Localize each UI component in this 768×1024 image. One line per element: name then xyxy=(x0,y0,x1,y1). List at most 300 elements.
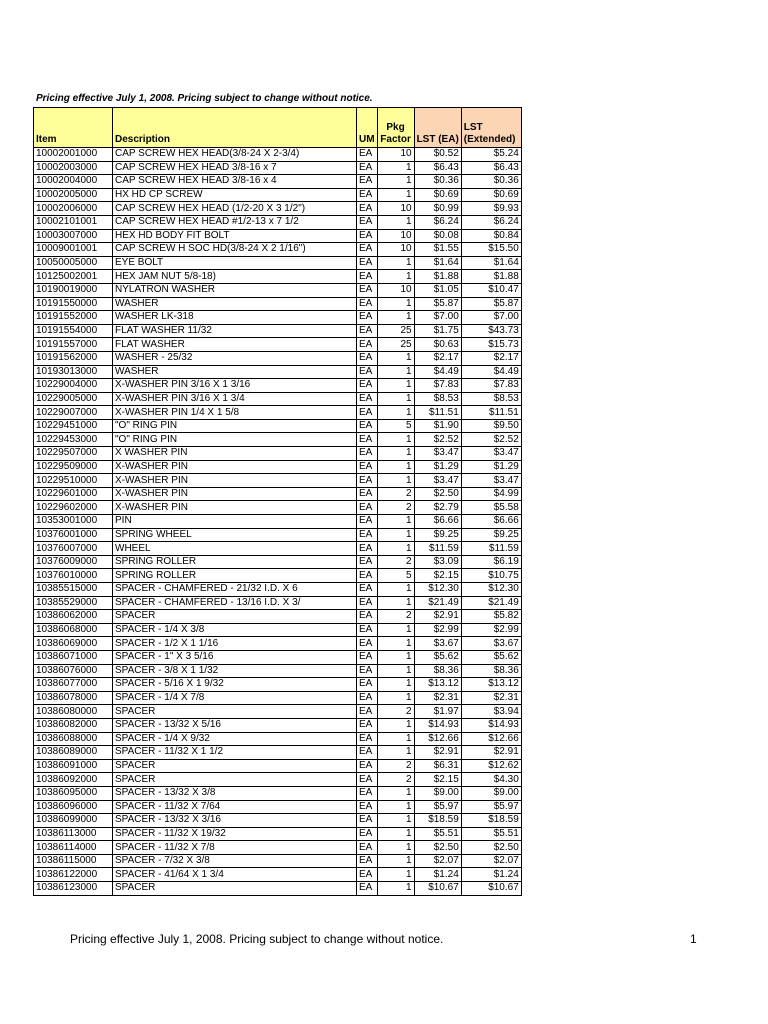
um-cell: EA xyxy=(357,297,378,311)
table-row xyxy=(34,447,522,461)
pkg-factor-cell: 1 xyxy=(377,868,414,882)
pkg-factor-cell: 1 xyxy=(377,460,414,474)
table-row xyxy=(34,379,522,393)
item-number-cell: 10002101001 xyxy=(34,215,113,229)
item-number-cell: 10386092000 xyxy=(34,773,113,787)
table-row xyxy=(34,691,522,705)
pkg-factor-cell: 1 xyxy=(377,297,414,311)
table-row xyxy=(34,311,522,325)
lst-each-cell: $0.63 xyxy=(414,338,461,352)
lst-each-cell: $5.51 xyxy=(414,827,461,841)
item-number-cell: 10386089000 xyxy=(34,746,113,760)
pkg-factor-cell: 10 xyxy=(377,283,414,297)
item-number-cell: 10386123000 xyxy=(34,882,113,896)
pkg-factor-cell: 1 xyxy=(377,365,414,379)
um-cell: EA xyxy=(357,447,378,461)
um-cell: EA xyxy=(357,555,378,569)
um-cell: EA xyxy=(357,623,378,637)
pkg-factor-cell: 10 xyxy=(377,148,414,162)
item-number-cell: 10229510000 xyxy=(34,474,113,488)
pkg-factor-cell: 5 xyxy=(377,569,414,583)
item-number-cell: 10193013000 xyxy=(34,365,113,379)
lst-extended-cell: $1.64 xyxy=(461,256,521,270)
pkg-factor-cell: 2 xyxy=(377,705,414,719)
pkg-factor-cell: 1 xyxy=(377,678,414,692)
um-cell: EA xyxy=(357,379,378,393)
item-number-cell: 10191552000 xyxy=(34,311,113,325)
table-header-row xyxy=(34,108,522,148)
lst-each-cell: $2.17 xyxy=(414,351,461,365)
lst-extended-cell: $3.94 xyxy=(461,705,521,719)
pkg-factor-cell: 1 xyxy=(377,841,414,855)
lst-extended-cell: $9.25 xyxy=(461,528,521,542)
item-number-cell: 10229007000 xyxy=(34,406,113,420)
pkg-factor-cell: 25 xyxy=(377,338,414,352)
pkg-factor-cell: 1 xyxy=(377,623,414,637)
description-cell: SPACER - 1" X 3 5/16 xyxy=(113,650,357,664)
um-cell: EA xyxy=(357,148,378,162)
lst-extended-cell: $0.84 xyxy=(461,229,521,243)
um-cell: EA xyxy=(357,691,378,705)
um-cell: EA xyxy=(357,324,378,338)
description-cell: SPACER - 1/2 X 1 1/16 xyxy=(113,637,357,651)
table-row xyxy=(34,786,522,800)
item-number-cell: 10050005000 xyxy=(34,256,113,270)
pkg-factor-cell: 1 xyxy=(377,827,414,841)
lst-each-cell: $6.31 xyxy=(414,759,461,773)
um-cell: EA xyxy=(357,351,378,365)
table-row xyxy=(34,229,522,243)
lst-extended-cell: $5.62 xyxy=(461,650,521,664)
description-cell: SPACER - 1/4 X 3/8 xyxy=(113,623,357,637)
lst-extended-cell: $9.93 xyxy=(461,202,521,216)
column-header-um: UM xyxy=(357,108,378,148)
lst-each-cell: $7.00 xyxy=(414,311,461,325)
lst-each-cell: $2.79 xyxy=(414,501,461,515)
pkg-factor-cell: 1 xyxy=(377,175,414,189)
item-number-cell: 10386088000 xyxy=(34,732,113,746)
lst-extended-cell: $13.12 xyxy=(461,678,521,692)
description-cell: SPACER - 13/32 X 3/16 xyxy=(113,814,357,828)
item-number-cell: 10386099000 xyxy=(34,814,113,828)
item-number-cell: 10229004000 xyxy=(34,379,113,393)
um-cell: EA xyxy=(357,215,378,229)
item-number-cell: 10386113000 xyxy=(34,827,113,841)
table-row xyxy=(34,583,522,597)
lst-extended-cell: $3.47 xyxy=(461,447,521,461)
table-row xyxy=(34,501,522,515)
pkg-factor-cell: 1 xyxy=(377,515,414,529)
lst-ext-header-line2: (Extended) xyxy=(463,134,516,145)
lst-each-cell: $6.43 xyxy=(414,161,461,175)
column-header-item: Item xyxy=(34,108,113,148)
description-cell: HEX HD BODY FIT BOLT xyxy=(113,229,357,243)
item-number-cell: 10376009000 xyxy=(34,555,113,569)
table-row xyxy=(34,365,522,379)
table-row xyxy=(34,773,522,787)
lst-each-cell: $9.25 xyxy=(414,528,461,542)
item-number-cell: 10229453000 xyxy=(34,433,113,447)
table-row xyxy=(34,678,522,692)
um-cell: EA xyxy=(357,175,378,189)
um-cell: EA xyxy=(357,854,378,868)
pkg-factor-cell: 1 xyxy=(377,664,414,678)
pkg-factor-cell: 1 xyxy=(377,311,414,325)
pkg-factor-cell: 1 xyxy=(377,583,414,597)
description-cell: SPRING ROLLER xyxy=(113,555,357,569)
item-number-cell: 10376001000 xyxy=(34,528,113,542)
item-number-cell: 10191557000 xyxy=(34,338,113,352)
description-cell: FLAT WASHER 11/32 xyxy=(113,324,357,338)
lst-extended-cell: $5.51 xyxy=(461,827,521,841)
lst-extended-cell: $2.31 xyxy=(461,691,521,705)
description-cell: SPACER xyxy=(113,882,357,896)
price-list-table xyxy=(33,107,522,896)
item-number-cell: 10229005000 xyxy=(34,392,113,406)
table-row xyxy=(34,270,522,284)
lst-each-cell: $1.05 xyxy=(414,283,461,297)
um-cell: EA xyxy=(357,868,378,882)
pkg-factor-cell: 1 xyxy=(377,691,414,705)
lst-each-cell: $3.47 xyxy=(414,474,461,488)
item-number-cell: 10125002001 xyxy=(34,270,113,284)
lst-extended-cell: $10.67 xyxy=(461,882,521,896)
lst-extended-cell: $7.00 xyxy=(461,311,521,325)
description-cell: X-WASHER PIN xyxy=(113,474,357,488)
description-cell: SPACER - 13/32 X 3/8 xyxy=(113,786,357,800)
item-number-cell: 10386091000 xyxy=(34,759,113,773)
lst-extended-cell: $12.66 xyxy=(461,732,521,746)
table-row xyxy=(34,148,522,162)
description-cell: CAP SCREW H SOC HD(3/8-24 X 2 1/16") xyxy=(113,243,357,257)
pkg-factor-cell: 1 xyxy=(377,528,414,542)
table-row xyxy=(34,882,522,896)
pkg-factor-cell: 25 xyxy=(377,324,414,338)
item-number-cell: 10002005000 xyxy=(34,188,113,202)
description-cell: PIN xyxy=(113,515,357,529)
description-cell: SPACER - 11/32 X 1 1/2 xyxy=(113,746,357,760)
lst-extended-cell: $8.53 xyxy=(461,392,521,406)
lst-extended-cell: $6.24 xyxy=(461,215,521,229)
um-cell: EA xyxy=(357,283,378,297)
item-number-cell: 10386069000 xyxy=(34,637,113,651)
description-cell: SPACER xyxy=(113,759,357,773)
lst-extended-cell: $2.50 xyxy=(461,841,521,855)
description-cell: CAP SCREW HEX HEAD 3/8-16 x 4 xyxy=(113,175,357,189)
description-cell: SPACER - 3/8 X 1 1/32 xyxy=(113,664,357,678)
pkg-factor-cell: 2 xyxy=(377,501,414,515)
um-cell: EA xyxy=(357,759,378,773)
table-row xyxy=(34,868,522,882)
description-cell: "O" RING PIN xyxy=(113,433,357,447)
lst-each-cell: $11.51 xyxy=(414,406,461,420)
lst-each-cell: $0.08 xyxy=(414,229,461,243)
pkg-factor-cell: 1 xyxy=(377,392,414,406)
description-cell: WASHER xyxy=(113,365,357,379)
um-cell: EA xyxy=(357,746,378,760)
lst-extended-cell: $2.52 xyxy=(461,433,521,447)
lst-each-cell: $5.87 xyxy=(414,297,461,311)
pkg-factor-cell: 1 xyxy=(377,351,414,365)
pkg-factor-cell: 1 xyxy=(377,882,414,896)
lst-each-cell: $2.52 xyxy=(414,433,461,447)
table-row xyxy=(34,759,522,773)
item-number-cell: 10386078000 xyxy=(34,691,113,705)
description-cell: CAP SCREW HEX HEAD #1/2-13 x 7 1/2 xyxy=(113,215,357,229)
um-cell: EA xyxy=(357,256,378,270)
description-cell: SPACER - CHAMFERED - 21/32 I.D. X 6 xyxy=(113,583,357,597)
table-row xyxy=(34,596,522,610)
pkg-factor-cell: 1 xyxy=(377,188,414,202)
description-cell: SPACER - 7/32 X 3/8 xyxy=(113,854,357,868)
description-cell: CAP SCREW HEX HEAD (1/2-20 X 3 1/2") xyxy=(113,202,357,216)
lst-each-cell: $1.88 xyxy=(414,270,461,284)
pkg-factor-cell: 1 xyxy=(377,800,414,814)
item-number-cell: 10191550000 xyxy=(34,297,113,311)
lst-each-cell: $3.47 xyxy=(414,447,461,461)
lst-each-cell: $13.12 xyxy=(414,678,461,692)
table-row xyxy=(34,297,522,311)
table-row xyxy=(34,283,522,297)
lst-each-cell: $2.07 xyxy=(414,854,461,868)
pkg-factor-cell: 1 xyxy=(377,215,414,229)
lst-each-cell: $5.62 xyxy=(414,650,461,664)
description-cell: HEX JAM NUT 5/8-18) xyxy=(113,270,357,284)
description-cell: WASHER xyxy=(113,297,357,311)
lst-each-cell: $7.83 xyxy=(414,379,461,393)
table-row xyxy=(34,623,522,637)
lst-extended-cell: $8.36 xyxy=(461,664,521,678)
description-cell: HX HD CP SCREW xyxy=(113,188,357,202)
lst-extended-cell: $2.07 xyxy=(461,854,521,868)
pkg-factor-cell: 2 xyxy=(377,610,414,624)
um-cell: EA xyxy=(357,705,378,719)
lst-extended-cell: $6.43 xyxy=(461,161,521,175)
item-number-cell: 10386077000 xyxy=(34,678,113,692)
description-cell: SPACER xyxy=(113,610,357,624)
lst-each-cell: $2.91 xyxy=(414,610,461,624)
table-row xyxy=(34,202,522,216)
um-cell: EA xyxy=(357,814,378,828)
um-cell: EA xyxy=(357,392,378,406)
description-cell: X WASHER PIN xyxy=(113,447,357,461)
item-number-cell: 10002006000 xyxy=(34,202,113,216)
um-cell: EA xyxy=(357,487,378,501)
lst-each-cell: $8.53 xyxy=(414,392,461,406)
um-cell: EA xyxy=(357,841,378,855)
table-row xyxy=(34,555,522,569)
pkg-factor-cell: 1 xyxy=(377,433,414,447)
um-cell: EA xyxy=(357,569,378,583)
item-number-cell: 10229509000 xyxy=(34,460,113,474)
pkg-factor-cell: 1 xyxy=(377,447,414,461)
lst-each-cell: $12.30 xyxy=(414,583,461,597)
lst-each-cell: $1.29 xyxy=(414,460,461,474)
description-cell: X-WASHER PIN xyxy=(113,460,357,474)
lst-extended-cell: $4.99 xyxy=(461,487,521,501)
lst-extended-cell: $3.47 xyxy=(461,474,521,488)
lst-each-cell: $1.55 xyxy=(414,243,461,257)
lst-extended-cell: $43.73 xyxy=(461,324,521,338)
description-cell: EYE BOLT xyxy=(113,256,357,270)
item-number-cell: 10229451000 xyxy=(34,419,113,433)
pkg-factor-cell: 1 xyxy=(377,474,414,488)
item-number-cell: 10229507000 xyxy=(34,447,113,461)
table-row xyxy=(34,460,522,474)
pricing-notice-footer: Pricing effective July 1, 2008. Pricing subject to change without notice. xyxy=(70,932,444,946)
description-cell: SPRING WHEEL xyxy=(113,528,357,542)
pkg-factor-cell: 10 xyxy=(377,243,414,257)
description-cell: NYLATRON WASHER xyxy=(113,283,357,297)
pkg-factor-cell: 1 xyxy=(377,542,414,556)
um-cell: EA xyxy=(357,786,378,800)
um-cell: EA xyxy=(357,773,378,787)
um-cell: EA xyxy=(357,202,378,216)
um-cell: EA xyxy=(357,650,378,664)
lst-extended-cell: $12.62 xyxy=(461,759,521,773)
item-number-cell: 10376010000 xyxy=(34,569,113,583)
lst-each-cell: $3.09 xyxy=(414,555,461,569)
table-row xyxy=(34,215,522,229)
um-cell: EA xyxy=(357,664,378,678)
lst-each-cell: $4.49 xyxy=(414,365,461,379)
um-cell: EA xyxy=(357,338,378,352)
pricing-notice-header: Pricing effective July 1, 2008. Pricing subject to change without notice. xyxy=(36,93,373,104)
lst-each-cell: $6.24 xyxy=(414,215,461,229)
lst-each-cell: $14.93 xyxy=(414,718,461,732)
lst-extended-cell: $11.51 xyxy=(461,406,521,420)
table-row xyxy=(34,705,522,719)
lst-extended-cell: $12.30 xyxy=(461,583,521,597)
description-cell: WASHER - 25/32 xyxy=(113,351,357,365)
description-cell: SPACER xyxy=(113,773,357,787)
um-cell: EA xyxy=(357,528,378,542)
pkg-factor-cell: 2 xyxy=(377,773,414,787)
table-row xyxy=(34,474,522,488)
item-number-cell: 10353001000 xyxy=(34,515,113,529)
lst-each-cell: $1.75 xyxy=(414,324,461,338)
pkg-factor-cell: 2 xyxy=(377,487,414,501)
pkg-factor-cell: 5 xyxy=(377,419,414,433)
lst-each-cell: $3.67 xyxy=(414,637,461,651)
lst-extended-cell: $6.66 xyxy=(461,515,521,529)
lst-extended-cell: $3.67 xyxy=(461,637,521,651)
table-row xyxy=(34,664,522,678)
lst-each-cell: $8.36 xyxy=(414,664,461,678)
item-number-cell: 10190019000 xyxy=(34,283,113,297)
lst-extended-cell: $14.93 xyxy=(461,718,521,732)
table-row xyxy=(34,188,522,202)
pkg-header-line1: Pkg xyxy=(386,122,405,133)
lst-each-cell: $1.97 xyxy=(414,705,461,719)
table-row xyxy=(34,433,522,447)
table-row xyxy=(34,650,522,664)
table-row xyxy=(34,800,522,814)
lst-extended-cell: $4.30 xyxy=(461,773,521,787)
pkg-factor-cell: 1 xyxy=(377,732,414,746)
pkg-factor-cell: 1 xyxy=(377,746,414,760)
item-number-cell: 10376007000 xyxy=(34,542,113,556)
item-number-cell: 10386082000 xyxy=(34,718,113,732)
description-cell: X-WASHER PIN 1/4 X 1 5/8 xyxy=(113,406,357,420)
um-cell: EA xyxy=(357,406,378,420)
pkg-factor-cell: 2 xyxy=(377,555,414,569)
table-row xyxy=(34,161,522,175)
description-cell: SPACER - 1/4 X 9/32 xyxy=(113,732,357,746)
um-cell: EA xyxy=(357,460,378,474)
table-row xyxy=(34,569,522,583)
lst-extended-cell: $11.59 xyxy=(461,542,521,556)
lst-each-cell: $1.24 xyxy=(414,868,461,882)
um-cell: EA xyxy=(357,419,378,433)
lst-extended-cell: $2.91 xyxy=(461,746,521,760)
item-number-cell: 10229602000 xyxy=(34,501,113,515)
lst-extended-cell: $7.83 xyxy=(461,379,521,393)
lst-each-cell: $6.66 xyxy=(414,515,461,529)
lst-extended-cell: $18.59 xyxy=(461,814,521,828)
table-row xyxy=(34,338,522,352)
lst-extended-cell: $5.24 xyxy=(461,148,521,162)
item-number-cell: 10002001000 xyxy=(34,148,113,162)
item-number-cell: 10009001001 xyxy=(34,243,113,257)
lst-extended-cell: $5.97 xyxy=(461,800,521,814)
description-cell: SPACER - 5/16 X 1 9/32 xyxy=(113,678,357,692)
pkg-factor-cell: 2 xyxy=(377,759,414,773)
pkg-factor-cell: 1 xyxy=(377,596,414,610)
price-list-body xyxy=(34,148,522,896)
table-row xyxy=(34,175,522,189)
lst-each-cell: $2.15 xyxy=(414,773,461,787)
lst-extended-cell: $2.99 xyxy=(461,623,521,637)
um-cell: EA xyxy=(357,474,378,488)
table-row xyxy=(34,419,522,433)
lst-extended-cell: $21.49 xyxy=(461,596,521,610)
lst-each-cell: $0.52 xyxy=(414,148,461,162)
pkg-factor-cell: 1 xyxy=(377,637,414,651)
lst-extended-cell: $1.24 xyxy=(461,868,521,882)
table-row xyxy=(34,487,522,501)
item-number-cell: 10386068000 xyxy=(34,623,113,637)
description-cell: WASHER LK-318 xyxy=(113,311,357,325)
description-cell: X-WASHER PIN xyxy=(113,487,357,501)
lst-each-cell: $12.66 xyxy=(414,732,461,746)
lst-extended-cell: $4.49 xyxy=(461,365,521,379)
um-cell: EA xyxy=(357,229,378,243)
item-number-cell: 10386071000 xyxy=(34,650,113,664)
pkg-factor-cell: 1 xyxy=(377,406,414,420)
um-cell: EA xyxy=(357,501,378,515)
column-header-lst-extended xyxy=(461,108,521,148)
lst-each-cell: $10.67 xyxy=(414,882,461,896)
um-cell: EA xyxy=(357,270,378,284)
lst-extended-cell: $0.69 xyxy=(461,188,521,202)
table-row xyxy=(34,351,522,365)
lst-each-cell: $5.97 xyxy=(414,800,461,814)
um-cell: EA xyxy=(357,800,378,814)
um-cell: EA xyxy=(357,243,378,257)
lst-extended-cell: $10.47 xyxy=(461,283,521,297)
item-number-cell: 10386114000 xyxy=(34,841,113,855)
lst-extended-cell: $10.75 xyxy=(461,569,521,583)
lst-each-cell: $1.90 xyxy=(414,419,461,433)
lst-each-cell: $2.50 xyxy=(414,841,461,855)
item-number-cell: 10386115000 xyxy=(34,854,113,868)
pkg-factor-cell: 10 xyxy=(377,229,414,243)
lst-each-cell: $1.64 xyxy=(414,256,461,270)
item-number-cell: 10002004000 xyxy=(34,175,113,189)
table-row xyxy=(34,718,522,732)
description-cell: SPACER - CHAMFERED - 13/16 I.D. X 3/ xyxy=(113,596,357,610)
